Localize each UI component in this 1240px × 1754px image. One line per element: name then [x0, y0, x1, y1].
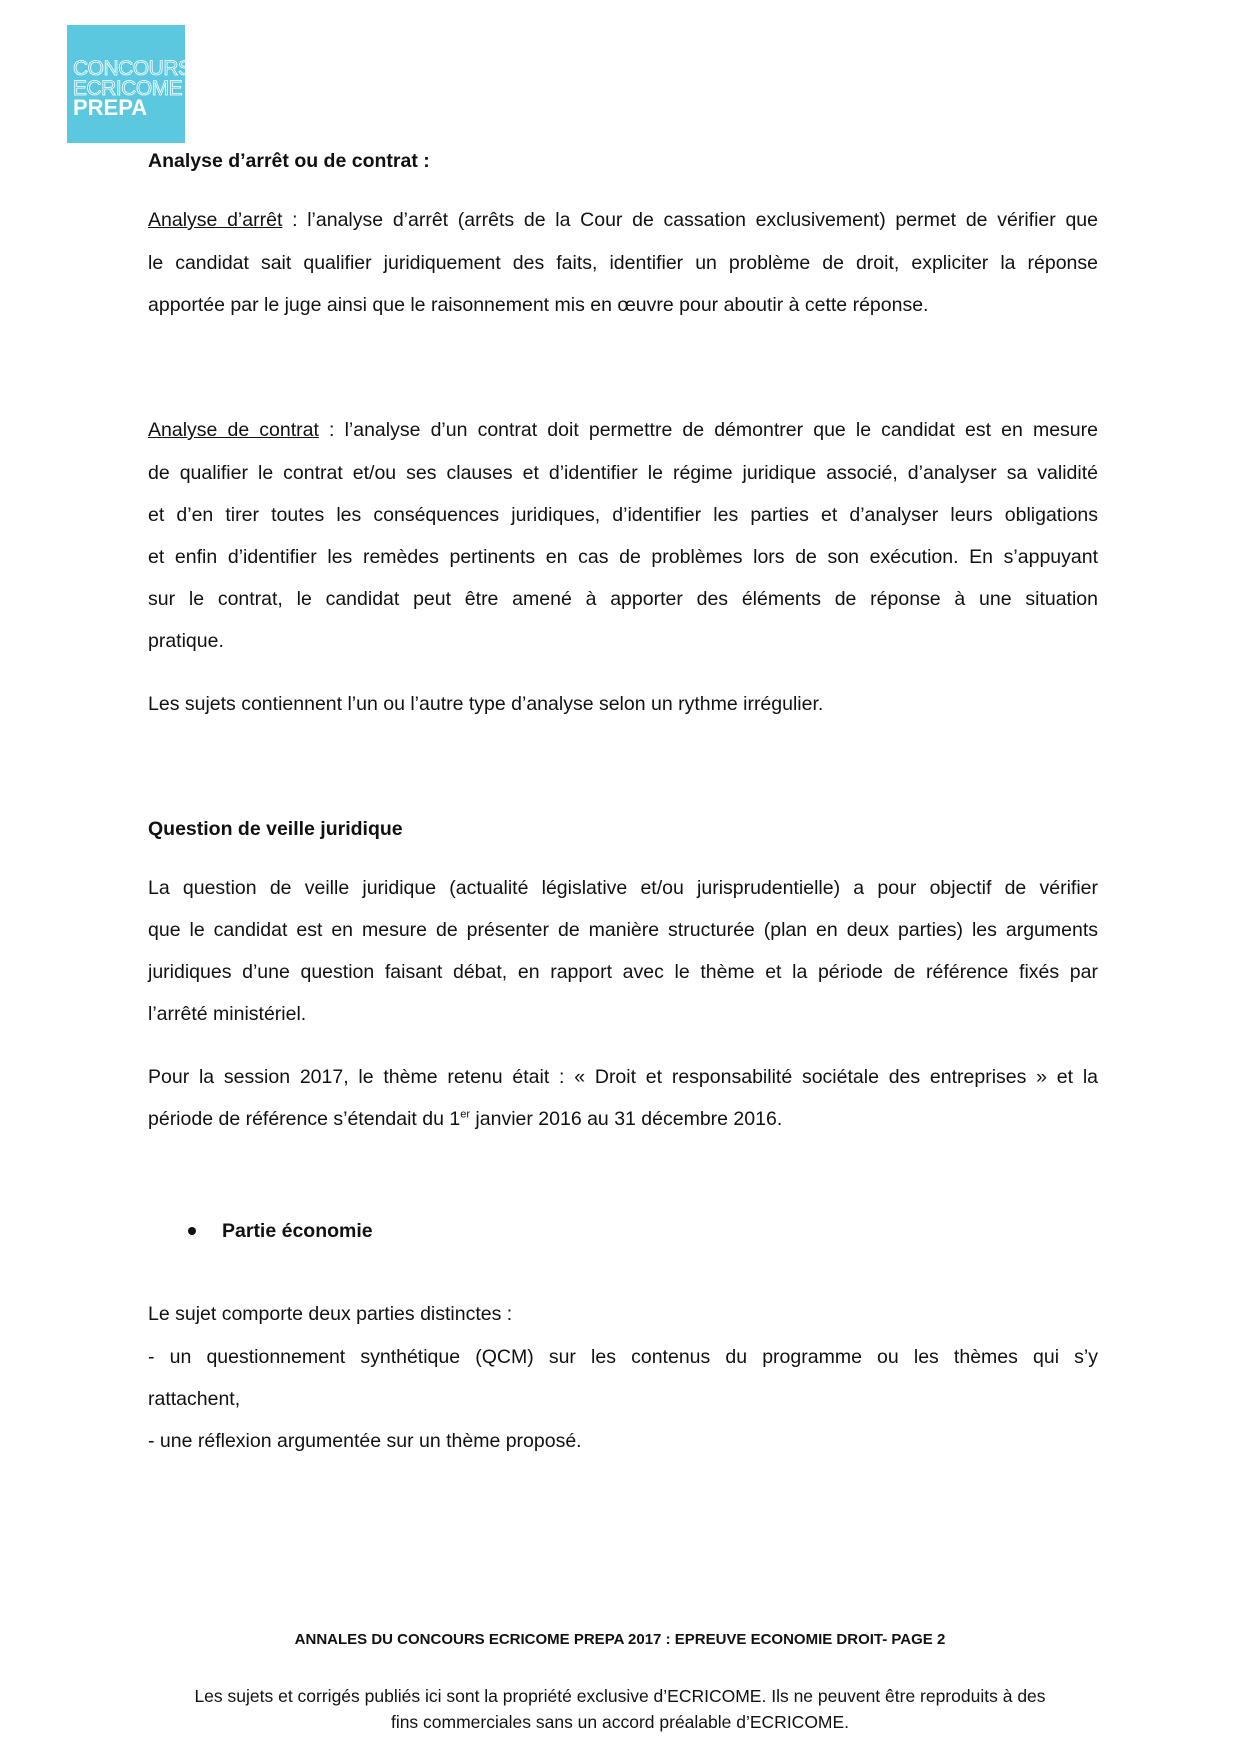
paragraph-sujet-intro: Le sujet comporte deux parties distinctes : [148, 1303, 513, 1325]
bullet-icon [188, 1227, 196, 1235]
section-veille-title: Question de veille juridique [148, 818, 403, 840]
analyse-arret-label: Analyse d’arrêt [148, 209, 283, 231]
list-item-qcm-line: rattachent, [148, 1388, 241, 1410]
section-economie-title: Partie économie [222, 1220, 373, 1242]
paragraph-analyse-arret-line: le candidat sait qualifier juridiquement des faits, identifier un problème de droit, expliciter la réponse [148, 252, 1098, 274]
paragraph-analyse-contrat-line: de qualifier le contrat et/ou ses clauses et d’identifier le régime juridique associé, d’analyser sa validité [148, 462, 1098, 484]
footer-copyright-line: fins commerciales sans un accord préalable d’ECRICOME. [390, 1712, 850, 1732]
logo-line-prepa: PREPA [73, 95, 148, 120]
paragraph-veille-line: juridiques d’une question faisant débat, en rapport avec le thème et la période de référence fixés par [148, 961, 1098, 983]
footer-title: ANNALES DU CONCOURS ECRICOME PREPA 2017 : EPREUVE ECONOMIE DROIT- PAGE 2 [294, 1631, 946, 1648]
paragraph-analyse-contrat-line: sur le contrat, le candidat peut être amené à apporter des éléments de réponse à une situation [148, 588, 1098, 610]
list-item-qcm-line: - un questionnement synthétique (QCM) sur les contenus du programme ou les thèmes qui s’y [148, 1346, 1098, 1368]
paragraph-analyse-contrat-line: et enfin d’identifier les remèdes pertinents en cas de problèmes lors de son exécution. En s’appuyant [148, 546, 1098, 568]
analyse-contrat-label: Analyse de contrat [148, 419, 319, 441]
paragraph-veille-line: l’arrêté ministériel. [148, 1003, 307, 1025]
paragraph-analyse-contrat-line: pratique. [148, 630, 224, 652]
paragraph-session-line: Pour la session 2017, le thème retenu était : « Droit et responsabilité sociétale des entreprises » et la [148, 1066, 1098, 1088]
footer-copyright-line: Les sujets et corrigés publiés ici sont la propriété exclusive d’ECRICOME. Ils ne peuvent être reproduits à des [194, 1686, 1046, 1706]
paragraph-analyse-contrat-line: et d’en tirer toutes les conséquences juridiques, d’identifier les parties et d’analyser leurs obligations [148, 504, 1098, 526]
paragraph-analyse-arret-line: Analyse d’arrêt : l’analyse d’arrêt (arrêts de la Cour de cassation exclusivement) permet de vérifier que [148, 209, 1098, 231]
section-analyse-title: Analyse d’arrêt ou de contrat : [148, 150, 430, 172]
paragraph-rythme: Les sujets contiennent l’un ou l’autre type d’analyse selon un rythme irrégulier. [148, 693, 824, 715]
paragraph-veille-line: que le candidat est en mesure de présenter de manière structurée (plan en deux parties) les arguments [148, 919, 1098, 941]
logo-line-ecricome: ECRICOME [73, 77, 183, 100]
paragraph-veille-line: La question de veille juridique (actualité législative et/ou jurisprudentielle) a pour objectif de vérifier [148, 877, 1098, 899]
list-item-reflexion: - une réflexion argumentée sur un thème proposé. [148, 1430, 582, 1452]
paragraph-analyse-arret-line: apportée par le juge ainsi que le raisonnement mis en œuvre pour aboutir à cette réponse. [148, 294, 929, 316]
logo-line-concours: CONCOURS [73, 57, 192, 80]
paragraph-session-line: période de référence s’étendait du 1er janvier 2016 au 31 décembre 2016. [148, 1108, 783, 1130]
paragraph-analyse-contrat-line: Analyse de contrat : l’analyse d’un contrat doit permettre de démontrer que le candidat est en mesure [148, 419, 1098, 441]
ecricome-logo [67, 25, 192, 143]
